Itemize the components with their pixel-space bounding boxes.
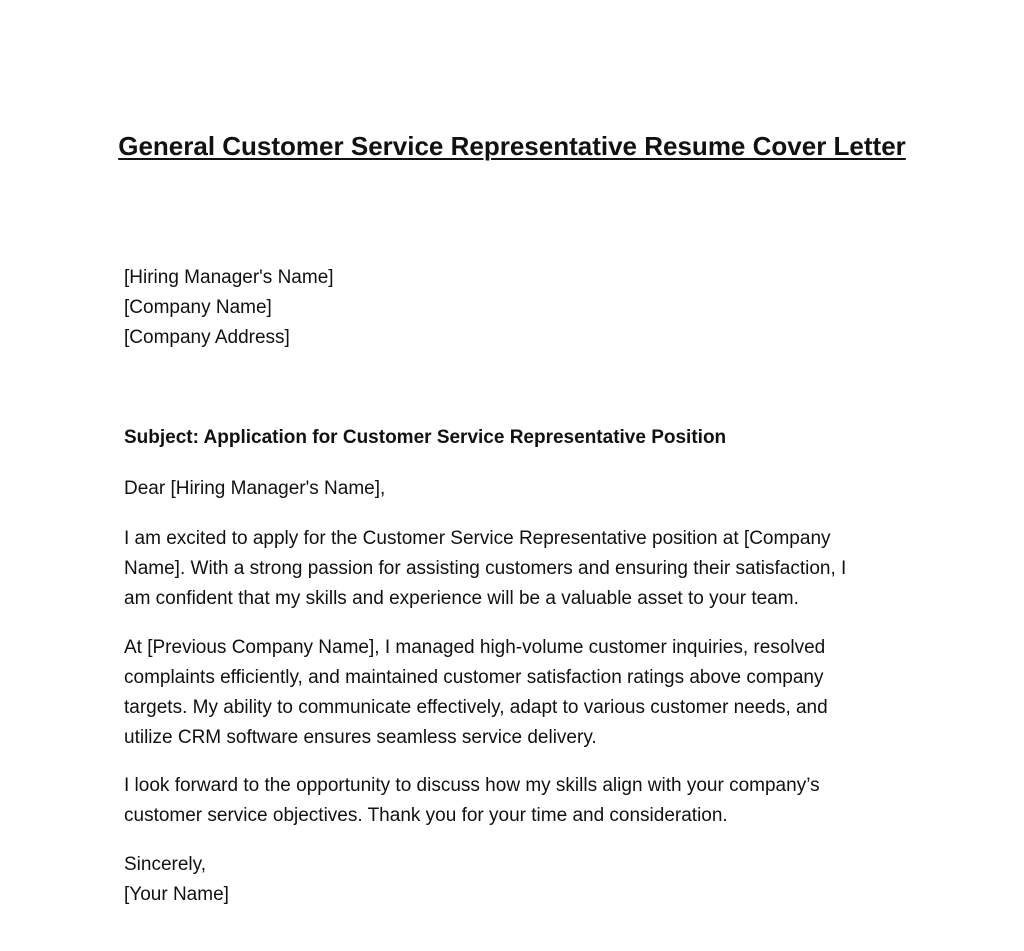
paragraph-line: am confident that my skills and experience will be a valuable asset to your team. (124, 588, 799, 609)
paragraph-line: complaints efficiently, and maintained customer satisfaction ratings above company (124, 667, 824, 688)
paragraph-intro (124, 524, 914, 614)
address-line-hiring-manager: [Hiring Manager's Name] (124, 267, 334, 288)
address-line-company-name: [Company Name] (124, 297, 272, 318)
salutation: Dear [Hiring Manager's Name], (124, 478, 386, 499)
document-title: General Customer Service Representative Resume Cover Letter (118, 131, 906, 161)
sign-off (124, 850, 914, 910)
paragraph-line: I am excited to apply for the Customer Service Representative position at [Company (124, 528, 831, 549)
paragraph-line: I look forward to the opportunity to discuss how my skills align with your company’s (124, 775, 820, 796)
closing-phrase: Sincerely, (124, 854, 207, 875)
subject-line: Subject: Application for Customer Service Representative Position (124, 427, 727, 448)
paragraph-line: At [Previous Company Name], I managed high-volume customer inquiries, resolved (124, 637, 826, 658)
paragraph-experience (124, 633, 914, 753)
paragraph-line: utilize CRM software ensures seamless service delivery. (124, 727, 597, 748)
paragraph-line: customer service objectives. Thank you for your time and consideration. (124, 805, 728, 826)
address-line-company-address: [Company Address] (124, 327, 290, 348)
paragraph-closing (124, 771, 914, 831)
paragraph-line: targets. My ability to communicate effectively, adapt to various customer needs, and (124, 697, 828, 718)
paragraph-line: Name]. With a strong passion for assisting customers and ensuring their satisfaction, I (124, 558, 847, 579)
recipient-address (124, 263, 914, 353)
signature-name: [Your Name] (124, 884, 229, 905)
